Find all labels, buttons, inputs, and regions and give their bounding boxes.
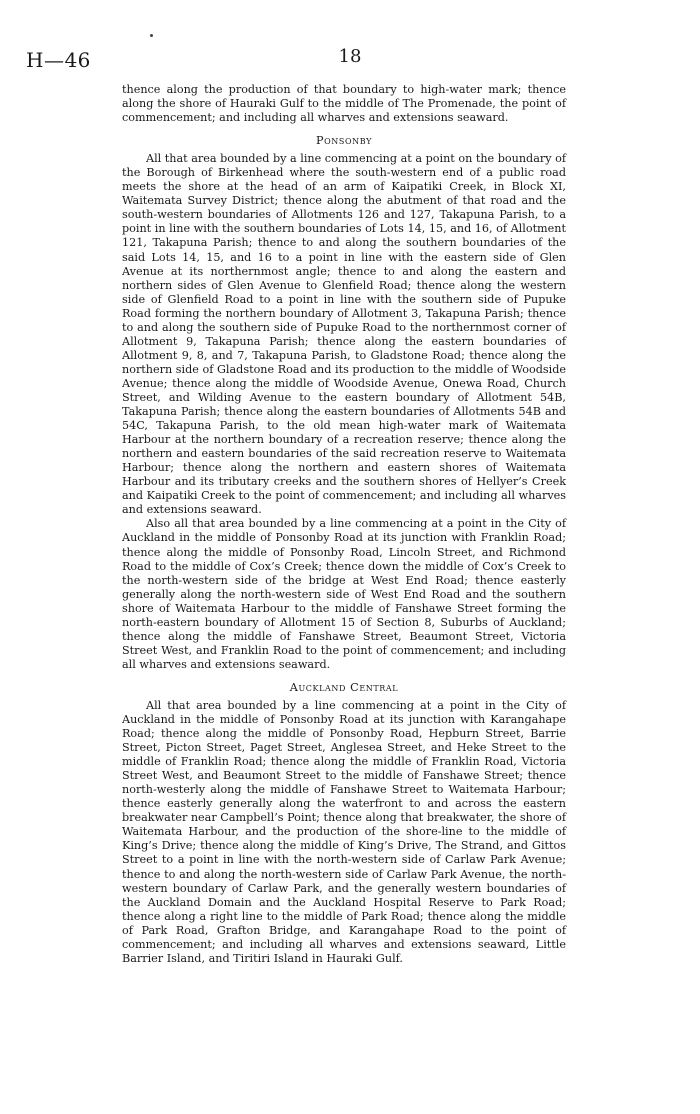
ink-mark	[150, 34, 153, 37]
paragraph-continuation: thence along the production of that boundary to high-water mark; thence along the shore of Hauraki Gulf to the middle of The Promenade, the point of commencement; and including all wharves and extensions seaward.	[122, 83, 566, 125]
paragraph-ponsonby-north: All that area bounded by a line commencing at a point on the boundary of the Borough of Birkenhead where the south-western end of a public road meets the shore at the head of an arm of Kaipatiki Creek, in Block XI, Waitemata Survey District; thence along the abutment of that road and the south-western boundaries of Allotments 126 and 127, Takapuna Parish, to a point in line with the southern boundaries of Lots 14, 15, and 16, of Allotment 121, Takapuna Parish; thence to and along the southern boundaries of the said Lots 14, 15, and 16 to a point in line with the eastern side of Glen Avenue at its northernmost angle; thence to and along the eastern and northern sides of Glen Avenue to Glenfield Road; thence along the western side of Glenfield Road to a point in line with the southern side of Pupuke Road forming the northern boundary of Allotment 3, Takapuna Parish; thence to and along the southern side of Pupuke Road to the northernmost corner of Allotment 9, Takapuna Parish; thence along the eastern boundaries of Allotment 9, 8, and 7, Takapuna Parish, to Gladstone Road; thence along the northern side of Gladstone Road and its production to the middle of Woodside Avenue; thence along the middle of Woodside Avenue, Onewa Road, Church Street, and Wilding Avenue to the eastern boundary of Allotment 54B, Takapuna Parish; thence along the eastern boundaries of Allotments 54B and 54C, Takapuna Parish, to the old mean high-water mark of Waitemata Harbour at the northern boundary of a recreation reserve; thence along the northern and eastern boundaries of the said recreation reserve to Waitemata Harbour; thence along the northern and eastern shores of Waitemata Harbour and its tributary creeks and the southern shores of Hellyer’s Creek and Kaipatiki Creek to the point of commencement; and including all wharves and extensions seaward.	[122, 152, 566, 517]
paragraph-ponsonby-city: Also all that area bounded by a line commencing at a point in the City of Auckland in the middle of Ponsonby Road at its junction with Franklin Road; thence along the middle of Ponsonby Road, Lincoln Street, and Richmond Road to the middle of Cox’s Creek; thence down the middle of Cox’s Creek to the north-western side of the bridge at West End Road; thence easterly generally along the north-western side of West End Road and the southern shore of Waitemata Harbour to the middle of Fanshawe Street forming the north-eastern boundary of Allotment 15 of Section 8, Suburbs of Auckland; thence along the middle of Fanshawe Street, Beaumont Street, Victoria Street West, and Franklin Road to the point of commencement; and including all wharves and extensions seaward.	[122, 517, 566, 671]
paragraph-auckland-central: All that area bounded by a line commencing at a point in the City of Auckland in the middle of Ponsonby Road at its junction with Karangahape Road; thence along the middle of Ponsonby Road, Hepburn Street, Barrie Street, Picton Street, Paget Street, Anglesea Street, and Heke Street to the middle of Franklin Road; thence along the middle of Franklin Road, Victoria Street West, and Beaumont Street to the middle of Fanshawe Street; thence north-westerly along the middle of Fanshawe Street to Waitemata Harbour; thence easterly generally along the waterfront to and across the eastern breakwater near Campbell’s Point; thence along that breakwater, the shore of Waitemata Harbour, and the production of the shore-line to the middle of King’s Drive; thence along the middle of King’s Drive, The Strand, and Gittos Street to a point in line with the north-western side of Carlaw Park Avenue; thence to and along the north-western side of Carlaw Park Avenue, the north-western boundary of Carlaw Park, and the generally western boundaries of the Auckland Domain and the Auckland Hospital Reserve to Park Road; thence along a right line to the middle of Park Road; thence along the middle of Park Road, Grafton Bridge, and Karangahape Road to the point of commencement; and including all wharves and extensions seaward, Little Barrier Island, and Tiritiri Island in Hauraki Gulf.	[122, 698, 566, 965]
document-body	[122, 83, 566, 966]
section-heading-auckland-central: Auckland Central	[289, 680, 399, 694]
page-number: 18	[338, 46, 362, 67]
document-code: H—46	[26, 48, 91, 72]
section-heading-ponsonby: Ponsonby	[316, 134, 372, 148]
